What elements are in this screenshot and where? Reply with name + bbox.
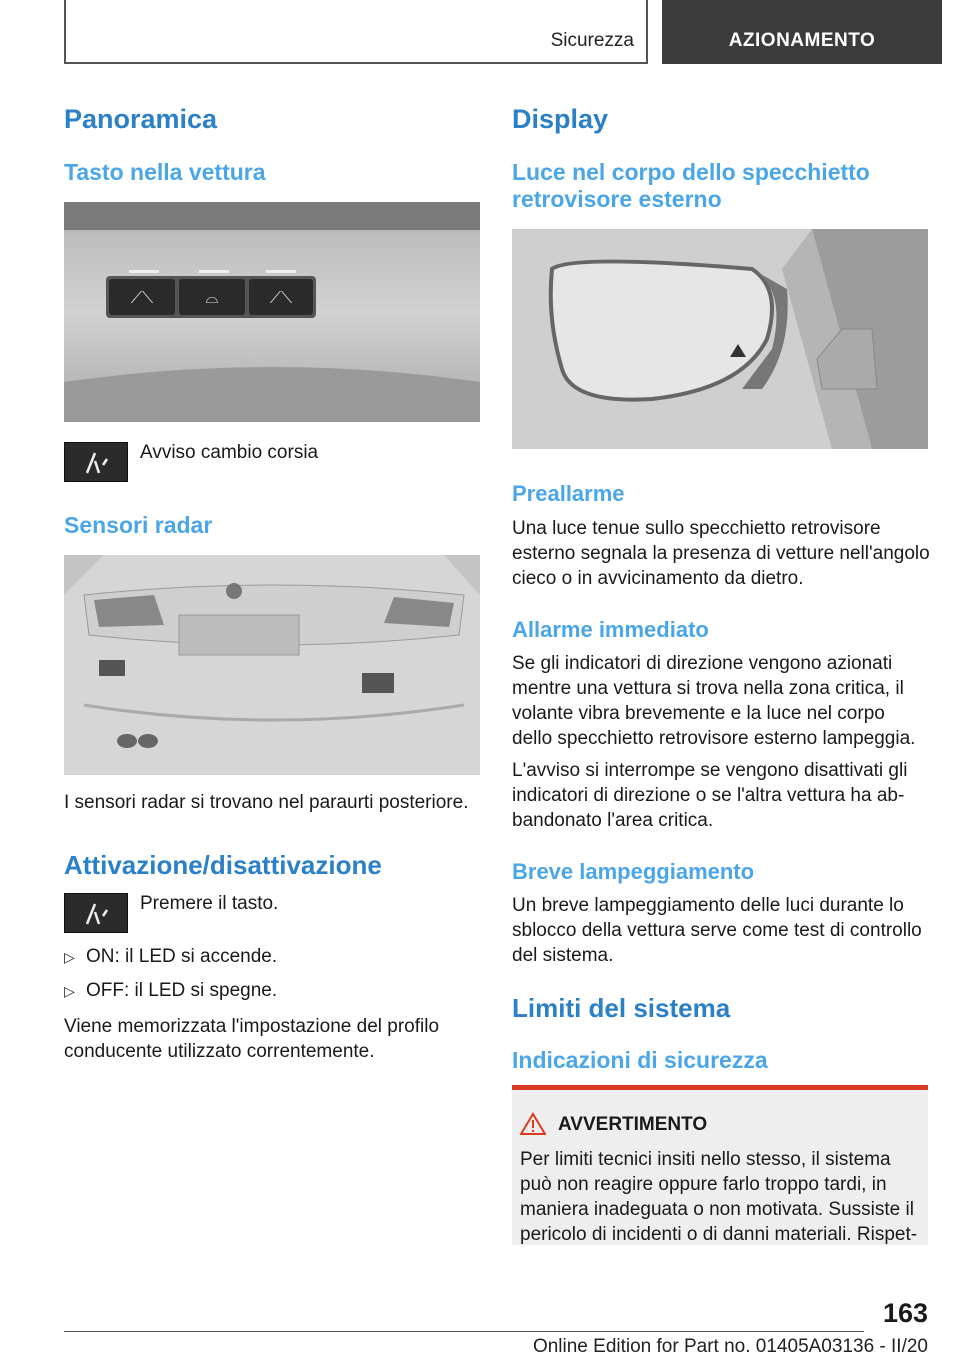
footer-divider	[64, 1331, 864, 1332]
warning-box	[512, 1090, 928, 1245]
warning-line-2: può non reagire oppure farlo troppo tardi, in	[520, 1174, 887, 1195]
alarm-line-3: volante vibra brevemente e la luce nel corpo	[512, 703, 885, 724]
left-title: Panoramica	[64, 104, 218, 134]
warning-line-4: pericolo di incidenti o di danni materiali. Rispet‐	[520, 1224, 918, 1245]
alarm2-line-1: L'avviso si interrompe se vengono disattivati gli	[512, 760, 908, 781]
header-chapter-tab: AZIONAMENTO	[662, 0, 942, 64]
page-number: 163	[882, 1298, 928, 1328]
alarm2-line-3: bandonato l'area critica.	[512, 810, 714, 831]
header-section-box	[64, 0, 648, 64]
activation-caption: Premere il tasto.	[140, 893, 279, 914]
bullet-triangle-icon: ▷	[64, 983, 75, 999]
flash-line-1: Un breve lampeggiamento delle luci durante lo	[512, 895, 904, 916]
prealarm-title: Preallarme	[512, 481, 625, 506]
warning-label: AVVERTIMENTO	[558, 1114, 708, 1135]
svg-text:⟋⟍: ⟋⟍	[269, 288, 293, 307]
alarm-title: Allarme immediato	[512, 617, 709, 642]
memo-line-1: Viene memorizzata l'impostazione del profilo	[64, 1016, 440, 1037]
warning-line-1: Per limiti tecnici insiti nello stesso, il sistema	[520, 1149, 891, 1170]
alarm-line-2: mentre una vettura si trova nella zona critica, il	[512, 678, 904, 699]
alarm-line-1: Se gli indicatori di direzione vengono azionati	[512, 653, 893, 674]
bullet-off	[64, 980, 277, 1002]
prealarm-line-3: cieco o in avvicinamento da dietro.	[512, 568, 804, 589]
flash-line-3: del sistema.	[512, 945, 614, 966]
prealarm-line-2: esterno segnala la presenza di vetture nell'angolo	[512, 543, 930, 564]
flash-line-2: sblocco della vettura serve come test di controllo	[512, 920, 922, 941]
alarm2-line-2: indicatori di direzione o se l'altra vettura ha ab‐	[512, 785, 905, 806]
mirror-subtitle-1: Luce nel corpo dello specchietto	[512, 159, 870, 185]
flash-title: Breve lampeggiamento	[512, 859, 755, 884]
bullet-on	[64, 946, 277, 968]
activation-title: Attivazione/disattivazione	[64, 850, 382, 880]
radar-text: I sensori radar si trovano nel paraurti posteriore.	[64, 792, 469, 813]
footer-edition: Online Edition for Part no. 01405A03136 - II/20	[532, 1336, 928, 1357]
icon-caption: Avviso cambio corsia	[140, 442, 319, 463]
right-title: Display	[512, 104, 609, 134]
bullet-off-text: OFF: il LED si spegne.	[86, 980, 278, 1001]
memo-line-2: conducente utilizzato correntemente.	[64, 1041, 375, 1062]
header-section-label: Sicurezza	[550, 30, 634, 51]
warning-line-3: maniera inadeguata o non motivata. Sussiste il	[520, 1199, 914, 1220]
lane-change-icon	[64, 442, 128, 482]
lane-change-icon-2	[64, 893, 128, 933]
mirror-image	[512, 229, 928, 449]
limits-title: Limiti del sistema	[512, 993, 731, 1023]
bullet-triangle-icon: ▷	[64, 949, 75, 965]
rear-bumper-image	[64, 555, 480, 775]
svg-text:⌓: ⌓	[205, 288, 219, 307]
left-subtitle-button: Tasto nella vettura	[64, 159, 266, 185]
radar-subtitle: Sensori radar	[64, 512, 213, 538]
bullet-on-text: ON: il LED si accende.	[86, 946, 278, 967]
svg-text:⟋⟍: ⟋⟍	[130, 288, 154, 307]
safety-title: Indicazioni di sicurezza	[512, 1047, 768, 1073]
button-panel-image	[64, 202, 480, 422]
warning-triangle-icon	[520, 1112, 546, 1141]
mirror-subtitle-2: retrovisore esterno	[512, 186, 722, 212]
prealarm-line-1: Una luce tenue sullo specchietto retrovisore	[512, 518, 881, 539]
alarm-line-4: dello specchietto retrovisore esterno lampeggia.	[512, 728, 916, 749]
